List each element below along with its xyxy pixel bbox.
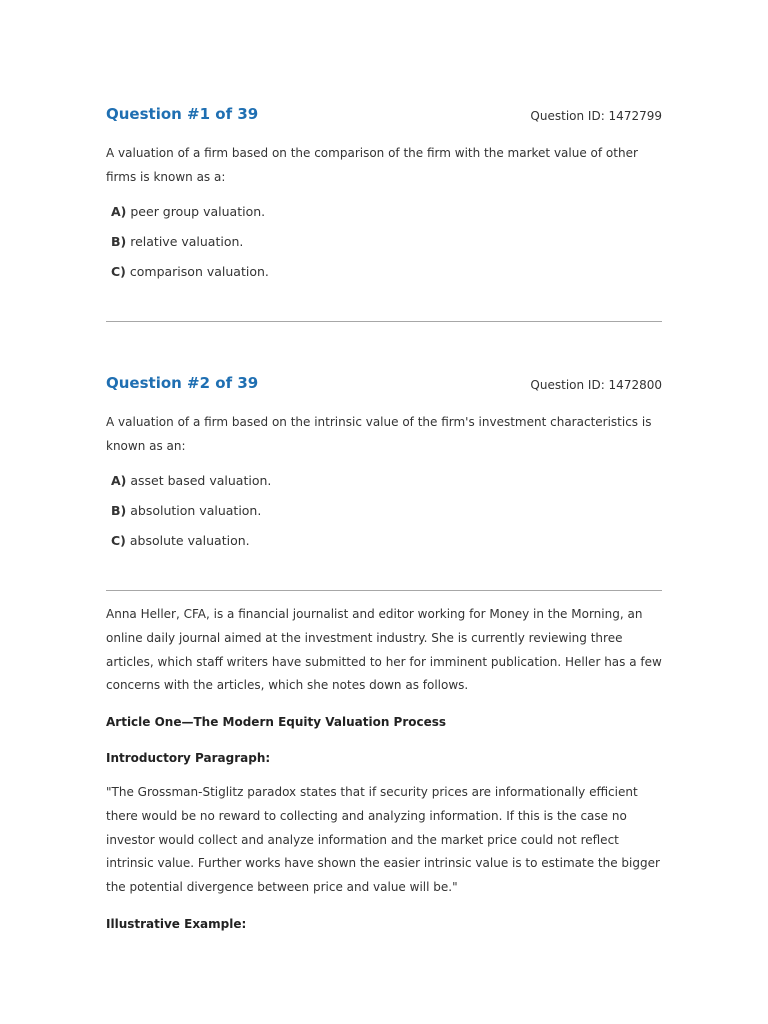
article-heading: Article One—The Modern Equity Valuation Process <box>106 715 447 729</box>
answer-choice-b[interactable] <box>106 227 269 257</box>
article-quote-paragraph: "The Grossman-Stiglitz paradox states that if security prices are informationally efficient there would be no reward to collecting and analyzing information. If this is the case no investor would collect and analyze information and the market price could not reflect intrinsic value. Further works have shown the easier intrinsic value is to estimate the bigger the potential divergence between price and value will be." <box>106 785 660 894</box>
introductory-paragraph-heading: Introductory Paragraph: <box>106 751 271 765</box>
choice-letter: C) <box>111 533 126 548</box>
answer-choices <box>106 197 269 287</box>
choice-letter: B) <box>111 234 127 249</box>
section-divider <box>106 321 662 322</box>
question-block-1 <box>106 105 662 279</box>
answer-choice-a[interactable] <box>106 466 271 496</box>
question-text: A valuation of a firm based on the comparison of the firm with the market value of other firms is known as a: <box>106 146 638 184</box>
question-block-2 <box>106 374 662 548</box>
choice-text: relative valuation. <box>130 234 244 249</box>
answer-choice-a[interactable] <box>106 197 269 227</box>
choice-letter: B) <box>111 503 127 518</box>
question-header <box>106 105 662 129</box>
choice-letter: A) <box>111 204 127 219</box>
choice-letter: A) <box>111 473 127 488</box>
answer-choice-c[interactable] <box>106 257 269 287</box>
choice-text: absolution valuation. <box>130 503 262 518</box>
answer-choice-b[interactable] <box>106 496 271 526</box>
question-header <box>106 374 662 398</box>
choice-text: comparison valuation. <box>129 264 269 279</box>
illustrative-example-heading: Illustrative Example: <box>106 917 247 931</box>
question-text: A valuation of a firm based on the intrinsic value of the firm's investment characteristics is known as an: <box>106 415 652 453</box>
choice-text: absolute valuation. <box>129 533 250 548</box>
choice-text: asset based valuation. <box>130 473 272 488</box>
answer-choice-c[interactable] <box>106 526 271 556</box>
section-divider <box>106 590 662 591</box>
case-intro-paragraph: Anna Heller, CFA, is a financial journalist and editor working for Money in the Morning, an online daily journal aimed at the investment industry. She is currently reviewing three articles, which staff writers have submitted to her for imminent publication. Heller has a few concerns with the articles, which she notes down as follows. <box>106 607 662 693</box>
choice-letter: C) <box>111 264 126 279</box>
question-id: Question ID: 1472799 <box>530 109 662 123</box>
answer-choices <box>106 466 271 556</box>
question-id: Question ID: 1472800 <box>530 378 662 392</box>
question-title: Question #2 of 39 <box>106 374 259 392</box>
choice-text: peer group valuation. <box>130 204 266 219</box>
question-title: Question #1 of 39 <box>106 105 259 123</box>
